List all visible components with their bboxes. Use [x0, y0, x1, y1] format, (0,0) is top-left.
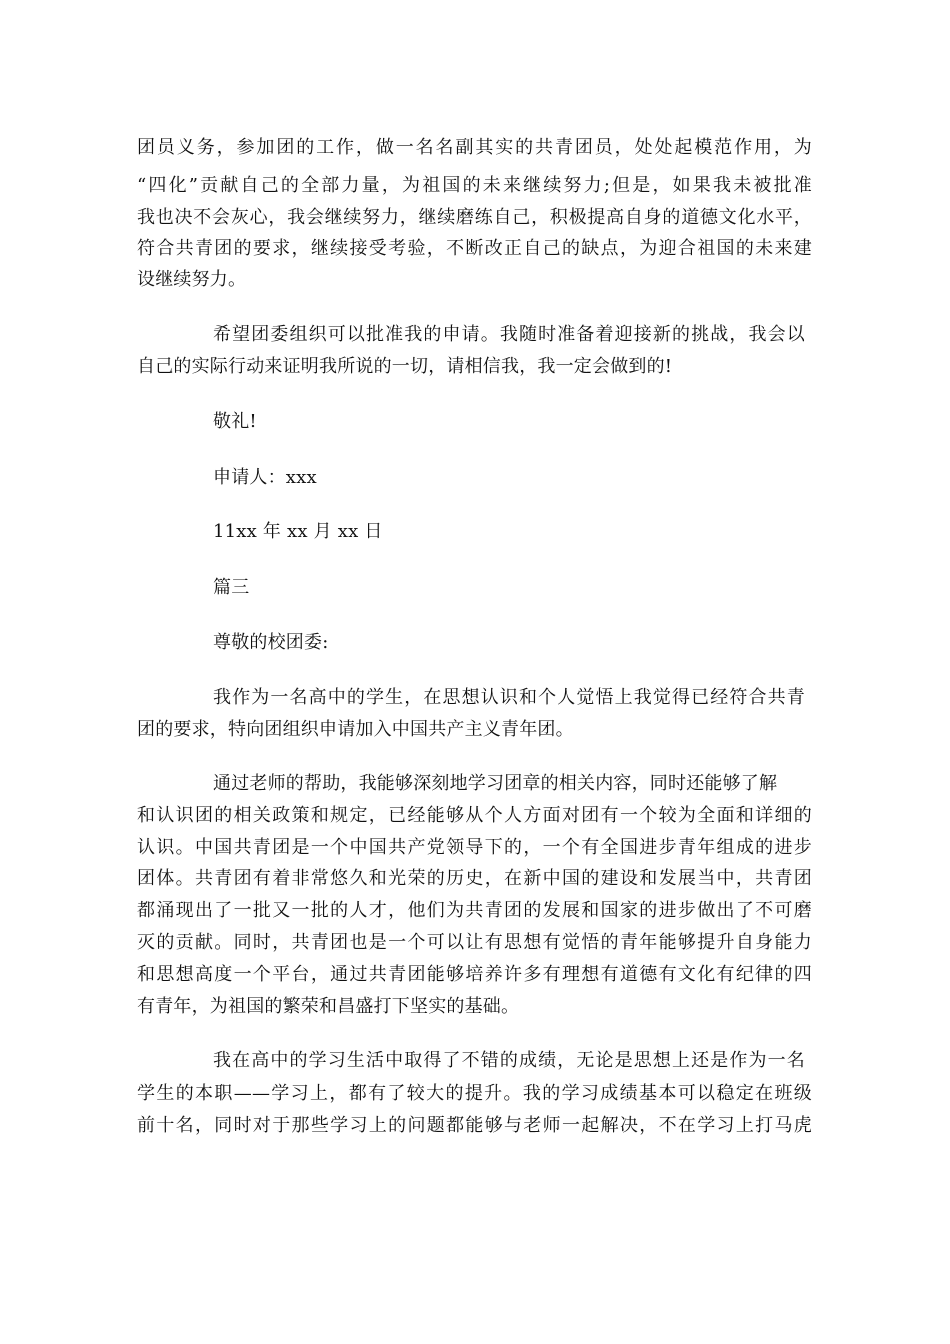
paragraph-4-line-8: 有青年，为祖国的繁荣和昌盛打下坚实的基础。: [137, 996, 520, 1017]
paragraph-1-line-4: 符合共青团的要求，继续接受考验，不断改正自己的缺点，为迎合祖国的未来建: [137, 238, 812, 259]
paragraph-1-line-2: “四化”贡献自己的全部力量，为祖国的未来继续努力;但是，如果我未被批准: [137, 175, 812, 196]
paragraph-3-line-1: 我作为一名高中的学生，在思想认识和个人觉悟上我觉得已经符合共青: [213, 687, 805, 708]
paragraph-3-line-2: 团的要求，特向团组织申请加入中国共产主义青年团。: [137, 719, 574, 740]
paragraph-5-line-3: 前十名，同时对于那些学习上的问题都能够与老师一起解决，不在学习上打马虎: [137, 1115, 812, 1136]
salute: 敬礼!: [213, 411, 257, 432]
paragraph-5-line-1: 我在高中的学习生活中取得了不错的成绩，无论是思想上还是作为一名: [213, 1050, 805, 1071]
greeting: 尊敬的校团委:: [213, 632, 329, 653]
paragraph-4-line-6: 灭的贡献。同时，共青团也是一个可以让有思想有觉悟的青年能够提升自身能力: [137, 932, 812, 953]
paragraph-1-line-5: 设继续努力。: [137, 269, 247, 290]
date: 11xx 年 xx 月 xx 日: [213, 521, 383, 542]
paragraph-4-line-1: 通过老师的帮助，我能够深刻地学习团章的相关内容，同时还能够了解: [213, 773, 778, 794]
paragraph-4-line-7: 和思想高度一个平台，通过共青团能够培养许多有理想有道德有文化有纪律的四: [137, 964, 812, 985]
paragraph-1-line-3: 我也决不会灰心，我会继续努力，继续磨练自己，积极提高自身的道德文化水平，: [137, 207, 812, 228]
paragraph-2-line-1: 希望团委组织可以批准我的申请。我随时准备着迎接新的挑战，我会以: [213, 324, 805, 345]
paragraph-2-line-2: 自己的实际行动来证明我所说的一切，请相信我，我一定会做到的!: [137, 356, 673, 377]
paragraph-4-line-3: 认识。中国共青团是一个中国共产党领导下的，一个有全国进步青年组成的进步: [137, 837, 812, 858]
paragraph-4-line-5: 都涌现出了一批又一批的人才，他们为共青团的发展和国家的进步做出了不可磨: [137, 900, 812, 921]
paragraph-1-line-1: 团员义务，参加团的工作，做一名名副其实的共青团员，处处起模范作用，为: [137, 137, 812, 158]
paragraph-5-line-2: 学生的本职——学习上，都有了较大的提升。我的学习成绩基本可以稳定在班级: [137, 1083, 812, 1104]
paragraph-4-line-2: 和认识团的相关政策和规定，已经能够从个人方面对团有一个较为全面和详细的: [137, 805, 812, 826]
paragraph-4-line-4: 团体。共青团有着非常悠久和光荣的历史，在新中国的建设和发展当中，共青团: [137, 868, 812, 889]
applicant: 申请人：xxx: [213, 467, 317, 488]
section-title: 篇三: [213, 577, 250, 598]
